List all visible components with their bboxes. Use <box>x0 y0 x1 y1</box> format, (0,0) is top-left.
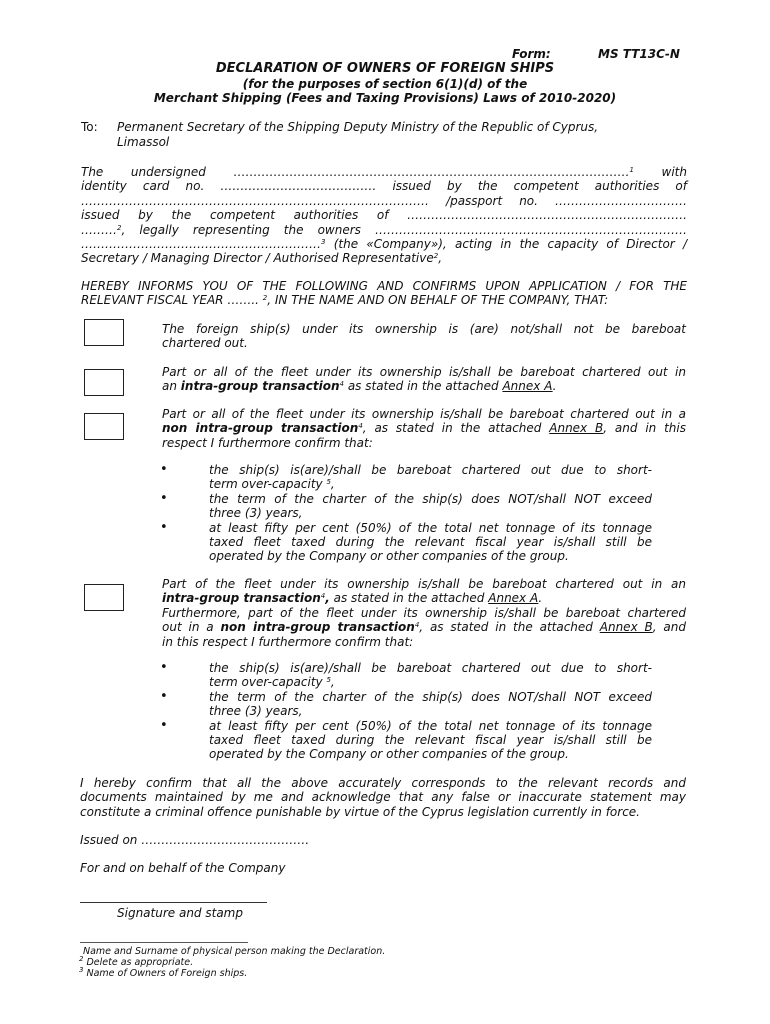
option-1-checkbox[interactable] <box>84 319 124 346</box>
annex-a-link[interactable]: Annex A <box>488 591 539 606</box>
bullet: • <box>160 689 168 704</box>
hereby-statement: HEREBY INFORMS YOU OF THE FOLLOWING AND CONFIRMS UPON APPLICATION / FOR THE RELEVANT FISCAL YEAR …….. $^2$, IN THE NAME AND ON BEHALF OF THE COMPANY, THAT: <box>81 279 687 308</box>
annex-a-link[interactable]: Annex A <box>502 379 553 394</box>
option-4-text: Part of the fleet under its ownership is/shall be bareboat chartered out in an intra-group transaction$^4$, as stated in the attached Annex A. Furthermore, part of the fleet under its ownership is/shall be bareboat chartered out in a non intra-group transaction$^4$, as stated in the attached Annex B, and in this respect I furthermore confirm that: <box>162 577 687 649</box>
bullet: • <box>160 462 168 477</box>
form-label: Form: <box>512 47 551 61</box>
confirmation-paragraph: I hereby confirm that all the above accurately corresponds to the relevant records and documents maintained by me and acknowledge that any false or inaccurate statement may constitute a criminal offence punishable by virtue of the Cyprus legislation currently in force. <box>80 776 686 819</box>
issued-on-field[interactable]: Issued on …………………………………… <box>80 833 310 847</box>
bullet: • <box>160 718 168 733</box>
bullet-list-2: the ship(s) is(are)/shall be bareboat chartered out due to short- term over-capacity $^5$, the term of the charter of the ship(s) does NOT/shall NOT exceed three (3) years, at least fifty per cent (50%) of the total net tonnage of its tonnage taxed fleet taxed during the relevant fiscal year is/shall still be operated by the Company or other companies of the group. <box>209 661 652 762</box>
annex-b-link[interactable]: Annex B <box>549 421 604 436</box>
intro-line-7: Secretary / Managing Director / Authorised Representative$^2$, <box>81 251 443 266</box>
footnote-3: $^3$ Name of Owners of Foreign ships. <box>79 966 248 979</box>
signature-line[interactable] <box>80 902 267 903</box>
option-3-text: Part or all of the fleet under its ownership is/shall be bareboat chartered out in a non intra-group transaction$^4$, as stated in the attached Annex B, and in this respect I furthermore confirm that: <box>162 407 686 450</box>
option-1-text: The foreign ship(s) under its ownership is (are) not/shall not be bareboat chartered out. <box>162 322 686 351</box>
intro-line-4: issued by the competent authorities of ……………………………………………………………. <box>81 208 687 223</box>
intro-paragraph <box>81 165 687 266</box>
to-label: To: <box>81 120 98 134</box>
footnote-1: Name and Surname of physical person making the Declaration. <box>83 946 386 957</box>
intro-line-2: identity card no. ………………………………… issued by the competent authorities of <box>81 179 687 194</box>
intro-line-3: …………………………………………………………………………… /passport no. …………………………… <box>81 193 687 208</box>
option-4-checkbox[interactable] <box>84 584 124 611</box>
form-code: MS TT13C-N <box>598 47 680 61</box>
on-behalf-label: For and on behalf of the Company <box>80 861 286 875</box>
option-2-text: Part or all of the fleet under its ownership is/shall be bareboat chartered out in an intra-group transaction$^4$ as stated in the attached Annex A. <box>162 365 686 394</box>
intro-line-6: ……………………………………………………$^3$ (the «Company»), acting in the capacity of Director / <box>81 237 687 252</box>
bullet-list-1: the ship(s) is(are)/shall be bareboat chartered out due to short- term over-capacity $^5$, the term of the charter of the ship(s) does NOT/shall NOT exceed three (3) years, at least fifty per cent (50%) of the total net tonnage of its tonnage taxed fleet taxed during the relevant fiscal year is/shall still be operated by the Company or other companies of the group. <box>209 463 652 564</box>
footnote-2: $^2$ Delete as appropriate. <box>79 955 194 968</box>
intro-line-5: ………$^2$, legally representing the owners …………………………………………………………………… <box>81 222 687 237</box>
signature-label: Signature and stamp <box>117 906 243 920</box>
intro-line-1: The undersigned ………………………………………………………………………………………$^1$ with <box>81 165 687 179</box>
document-title: DECLARATION OF OWNERS OF FOREIGN SHIPS <box>215 61 555 76</box>
document-subtitle-1: (for the purposes of section 6(1)(d) of the <box>242 77 528 91</box>
document-subtitle-2: Merchant Shipping (Fees and Taxing Provisions) Laws of 2010-2020) <box>153 91 617 105</box>
footnote-divider <box>80 942 248 943</box>
addressee-line-2: Limassol <box>117 135 170 149</box>
option-3-checkbox[interactable] <box>84 413 124 440</box>
option-2-checkbox[interactable] <box>84 369 124 396</box>
addressee-line-1: Permanent Secretary of the Shipping Deputy Ministry of the Republic of Cyprus, <box>117 120 599 134</box>
annex-b-link[interactable]: Annex B <box>599 620 653 635</box>
bullet: • <box>160 520 168 535</box>
bullet: • <box>160 660 168 675</box>
bullet: • <box>160 491 168 506</box>
